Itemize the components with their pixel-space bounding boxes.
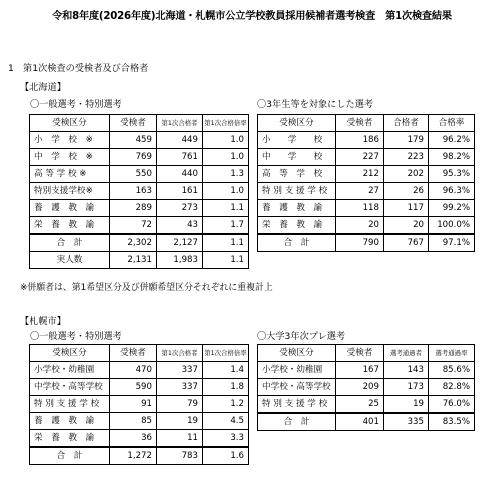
cell-category: 高 等 学 校: [258, 166, 336, 183]
cell-rate: 96.2%: [429, 132, 475, 149]
header-examinees: 受検者: [110, 115, 157, 132]
cell-passed: 337: [157, 362, 203, 379]
cell-total-label: 合 計: [258, 234, 336, 252]
cell-total-label: 合 計: [258, 413, 336, 431]
cell-passed: 19: [384, 396, 429, 414]
cell-examinees: 36: [110, 430, 157, 448]
cell-passed: 440: [157, 166, 203, 183]
table-row: [258, 149, 475, 166]
table-row: [258, 396, 475, 414]
cell-rate: 76.0%: [429, 396, 475, 414]
cell-total-label: 合 計: [30, 447, 110, 465]
cell-passed: 117: [384, 200, 429, 217]
table-header-row: [258, 115, 475, 132]
actual-count-row: [30, 252, 249, 269]
cell-examinees: 163: [110, 183, 157, 200]
caption-sapporo-pre: 〇大学3年次プレ選考: [257, 331, 346, 342]
header-rate: 合格率: [429, 115, 475, 132]
cell-passed: 337: [157, 379, 203, 396]
cell-passed: 79: [157, 396, 203, 413]
cell-examinees: 25: [336, 396, 384, 414]
cell-passed: 2,127: [157, 234, 203, 252]
table-header-row: [30, 345, 249, 362]
cell-category: 高 等 学 校 ※: [30, 166, 110, 183]
table-row: [30, 217, 249, 235]
cell-category: 特 別 支 援 学 校: [30, 396, 110, 413]
table-row: [258, 132, 475, 149]
cell-passed: 26: [384, 183, 429, 200]
cell-passed: 179: [384, 132, 429, 149]
table-row: [258, 379, 475, 396]
cell-category: 小 学 校: [258, 132, 336, 149]
header-passed: 合格者: [384, 115, 429, 132]
cell-category: 栄 養 教 諭: [30, 430, 110, 448]
cell-category: 特別支援学校※: [30, 183, 110, 200]
cell-examinees: 91: [110, 396, 157, 413]
cell-category: 小学校・幼稚園: [258, 362, 336, 379]
cell-ratio: 1.7: [203, 217, 249, 235]
total-row: [30, 234, 249, 252]
cell-examinees: 118: [336, 200, 384, 217]
cell-examinees: 227: [336, 149, 384, 166]
table-row: [258, 217, 475, 235]
cell-ratio: 1.0: [203, 149, 249, 166]
cell-passed: 223: [384, 149, 429, 166]
cell-examinees: 85: [110, 413, 157, 430]
cell-category: 中学校・高等学校: [30, 379, 110, 396]
cell-category: 栄 養 教 諭: [30, 217, 110, 235]
cell-category: 中 学 校 ※: [30, 149, 110, 166]
cell-examinees: 2,131: [110, 252, 157, 269]
cell-category: 小 学 校 ※: [30, 132, 110, 149]
cell-rate: 83.5%: [429, 413, 475, 431]
cell-examinees: 212: [336, 166, 384, 183]
table-row: [30, 200, 249, 217]
cell-rate: 96.3%: [429, 183, 475, 200]
cell-examinees: 550: [110, 166, 157, 183]
cell-passed: 161: [157, 183, 203, 200]
table-row: [30, 396, 249, 413]
table-row: [258, 200, 475, 217]
table-row: [30, 413, 249, 430]
total-row: [30, 447, 249, 465]
cell-ratio: 1.1: [203, 200, 249, 217]
cell-examinees: 289: [110, 200, 157, 217]
cell-passed: 173: [384, 379, 429, 396]
cell-examinees: 790: [336, 234, 384, 252]
cell-rate: 100.0%: [429, 217, 475, 235]
total-row: [258, 234, 475, 252]
caption-hokkaido-general: 〇一般選考・特別選考: [30, 99, 122, 110]
header-examinees: 受検者: [110, 345, 157, 362]
header-category: 受検区分: [258, 345, 336, 362]
table-row: [30, 149, 249, 166]
header-ratio: 第1次合格倍率: [203, 115, 249, 132]
header-examinees: 受検者: [336, 115, 384, 132]
cell-ratio: 1.4: [203, 362, 249, 379]
cell-category: 中 学 校: [258, 149, 336, 166]
cell-passed: 11: [157, 430, 203, 448]
cell-category: 特 別 支 援 学 校: [258, 396, 336, 414]
table-row: [258, 183, 475, 200]
header-category: 受検区分: [30, 345, 110, 362]
cell-passed: 335: [384, 413, 429, 431]
cell-ratio: 1.3: [203, 166, 249, 183]
cell-category: 栄 養 教 諭: [258, 217, 336, 235]
sapporo-general-table: [29, 344, 249, 465]
cell-passed: 43: [157, 217, 203, 235]
header-passed: 第1次合格者: [157, 115, 203, 132]
table-row: [30, 166, 249, 183]
cell-examinees: 769: [110, 149, 157, 166]
table-row: [30, 132, 249, 149]
cell-category: 養 護 教 諭: [30, 200, 110, 217]
table-row: [258, 166, 475, 183]
header-ratio: 第1次合格倍率: [203, 345, 249, 362]
cell-passed: 449: [157, 132, 203, 149]
cell-examinees: 209: [336, 379, 384, 396]
region-label-hokkaido: 【北海道】: [20, 82, 66, 93]
cell-passed: 273: [157, 200, 203, 217]
cell-ratio: 1.8: [203, 379, 249, 396]
cell-passed: 143: [384, 362, 429, 379]
cell-category: 養 護 教 諭: [30, 413, 110, 430]
region-label-sapporo: 【札幌市】: [20, 316, 66, 327]
cell-examinees: 27: [336, 183, 384, 200]
cell-examinees: 459: [110, 132, 157, 149]
total-row: [258, 413, 475, 431]
header-category: 受検区分: [30, 115, 110, 132]
header-passed: 第1次合格者: [157, 345, 203, 362]
cell-ratio: 3.3: [203, 430, 249, 448]
cell-ratio: 1.0: [203, 183, 249, 200]
cell-examinees: 401: [336, 413, 384, 431]
table-header-row: [258, 345, 475, 362]
page-title: 令和8年度(2026年度)北海道・札幌市公立学校教員採用候補者選考検査 第1次検査結果: [52, 11, 452, 22]
cell-passed: 202: [384, 166, 429, 183]
cell-category: 養 護 教 諭: [258, 200, 336, 217]
cell-examinees: 470: [110, 362, 157, 379]
cell-passed: 1,983: [157, 252, 203, 269]
header-rate: 選考通過率: [429, 345, 475, 362]
cell-examinees: 590: [110, 379, 157, 396]
header-passed: 選考通過者: [384, 345, 429, 362]
hokkaido-third-year-table: [257, 114, 475, 252]
header-category: 受検区分: [258, 115, 336, 132]
table-row: [258, 362, 475, 379]
cell-actual-label: 実人数: [30, 252, 110, 269]
cell-rate: 85.6%: [429, 362, 475, 379]
cell-ratio: 1.1: [203, 252, 249, 269]
cell-examinees: 2,302: [110, 234, 157, 252]
cell-total-label: 合 計: [30, 234, 110, 252]
cell-examinees: 167: [336, 362, 384, 379]
cell-category: 小学校・幼稚園: [30, 362, 110, 379]
cell-rate: 97.1%: [429, 234, 475, 252]
cell-passed: 20: [384, 217, 429, 235]
cell-examinees: 186: [336, 132, 384, 149]
caption-sapporo-general: 〇一般選考・特別選考: [30, 331, 122, 342]
cell-ratio: 1.0: [203, 132, 249, 149]
footnote: ※併願者は、第1希望区分及び併願希望区分それぞれに重複計上: [20, 283, 273, 293]
cell-passed: 783: [157, 447, 203, 465]
sapporo-pre-table: [257, 344, 475, 431]
cell-category: 中学校・高等学校: [258, 379, 336, 396]
cell-passed: 761: [157, 149, 203, 166]
cell-examinees: 20: [336, 217, 384, 235]
hokkaido-general-table: [29, 114, 249, 269]
cell-examinees: 1,272: [110, 447, 157, 465]
cell-passed: 767: [384, 234, 429, 252]
header-examinees: 受検者: [336, 345, 384, 362]
table-row: [30, 379, 249, 396]
cell-rate: 95.3%: [429, 166, 475, 183]
cell-rate: 99.2%: [429, 200, 475, 217]
cell-category: 特 別 支 援 学 校: [258, 183, 336, 200]
cell-ratio: 1.1: [203, 234, 249, 252]
section-heading: 1 第1次検査の受検者及び合格者: [8, 63, 149, 74]
cell-rate: 82.8%: [429, 379, 475, 396]
cell-rate: 98.2%: [429, 149, 475, 166]
cell-ratio: 1.2: [203, 396, 249, 413]
caption-hokkaido-third-year: 〇3年生等を対象にした選考: [257, 99, 374, 110]
table-row: [30, 183, 249, 200]
cell-ratio: 4.5: [203, 413, 249, 430]
table-row: [30, 362, 249, 379]
table-row: [30, 430, 249, 448]
cell-examinees: 72: [110, 217, 157, 235]
cell-ratio: 1.6: [203, 447, 249, 465]
table-header-row: [30, 115, 249, 132]
cell-passed: 19: [157, 413, 203, 430]
